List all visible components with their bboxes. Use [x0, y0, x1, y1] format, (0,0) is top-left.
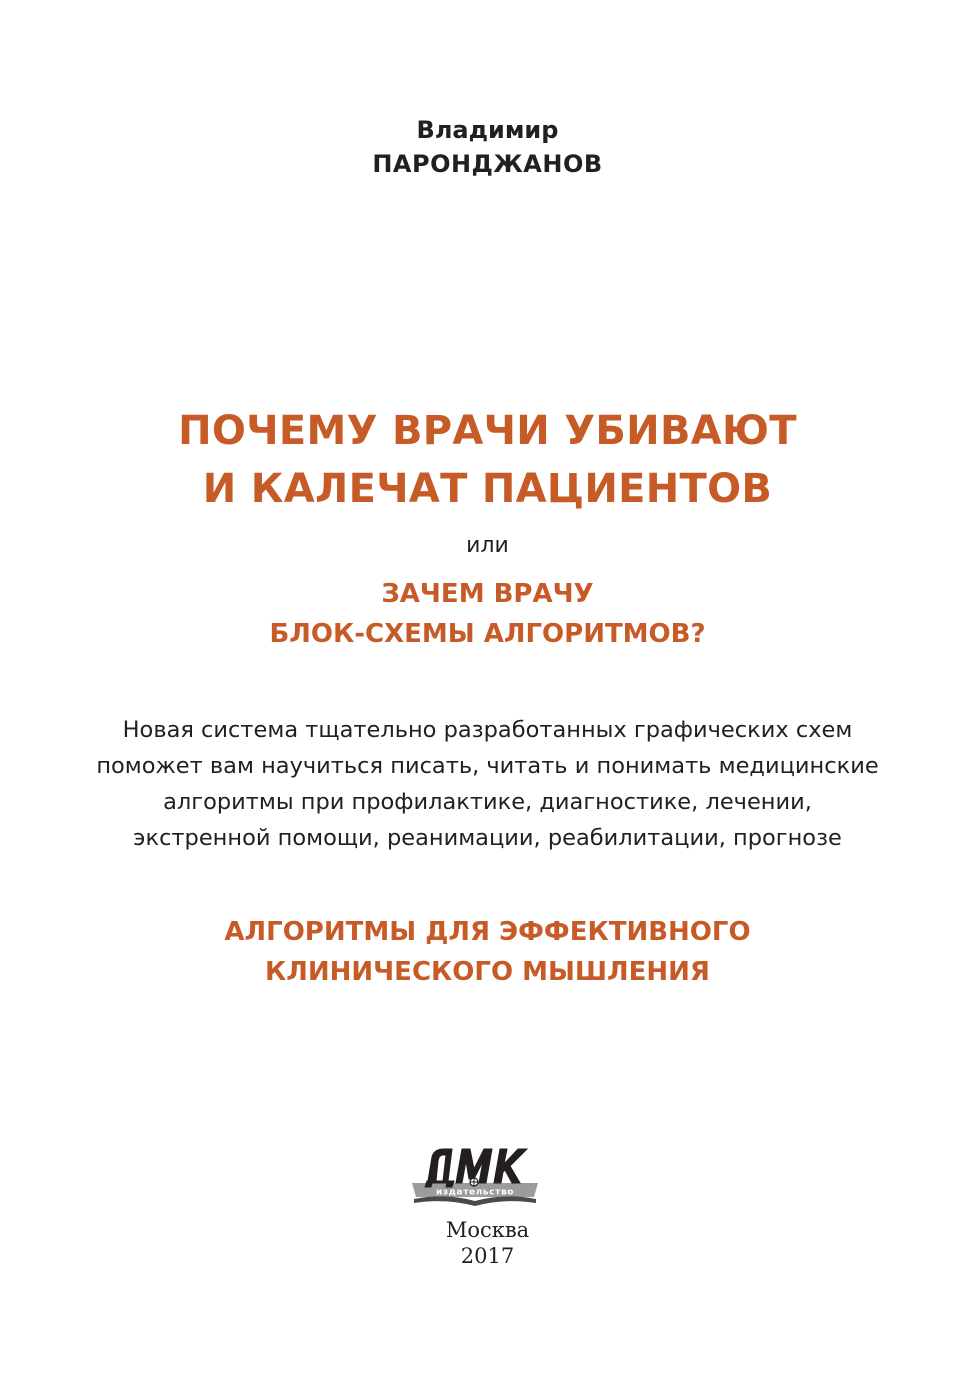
book-subtitle-line: БЛОК-СХЕМЫ АЛГОРИТМОВ?	[269, 619, 706, 649]
book-subtitle-line: ЗАЧЕМ ВРАЧУ	[381, 579, 594, 609]
publisher-city: Москва	[445, 1218, 530, 1242]
description-line: экстренной помощи, реанимации, реабилитации, прогнозе	[133, 825, 842, 851]
book-title	[0, 402, 975, 518]
description-line: алгоритмы при профилактике, диагностике, лечении,	[163, 789, 812, 815]
book-title-line: ПОЧЕМУ ВРАЧИ УБИВАЮТ	[178, 408, 797, 454]
author-last-name: ПАРОНДЖАНОВ	[372, 150, 603, 178]
book-description	[0, 712, 975, 856]
dmk-publisher-logo-icon	[410, 1143, 540, 1209]
logo-subtext: издательство	[435, 1187, 515, 1198]
description-line: поможет вам научиться писать, читать и понимать медицинские	[96, 753, 879, 779]
title-connector: или	[466, 533, 509, 558]
tagline-line: АЛГОРИТМЫ ДЛЯ ЭФФЕКТИВНОГО	[224, 917, 751, 947]
tagline-line: КЛИНИЧЕСКОГО МЫШЛЕНИЯ	[265, 957, 710, 987]
author-first-name: Владимир	[416, 116, 559, 144]
book-tagline	[0, 912, 975, 992]
book-subtitle	[0, 574, 975, 654]
publication-year: 2017	[460, 1244, 515, 1268]
description-line: Новая система тщательно разработанных графических схем	[122, 717, 853, 743]
book-title-line: И КАЛЕЧАТ ПАЦИЕНТОВ	[202, 466, 773, 512]
